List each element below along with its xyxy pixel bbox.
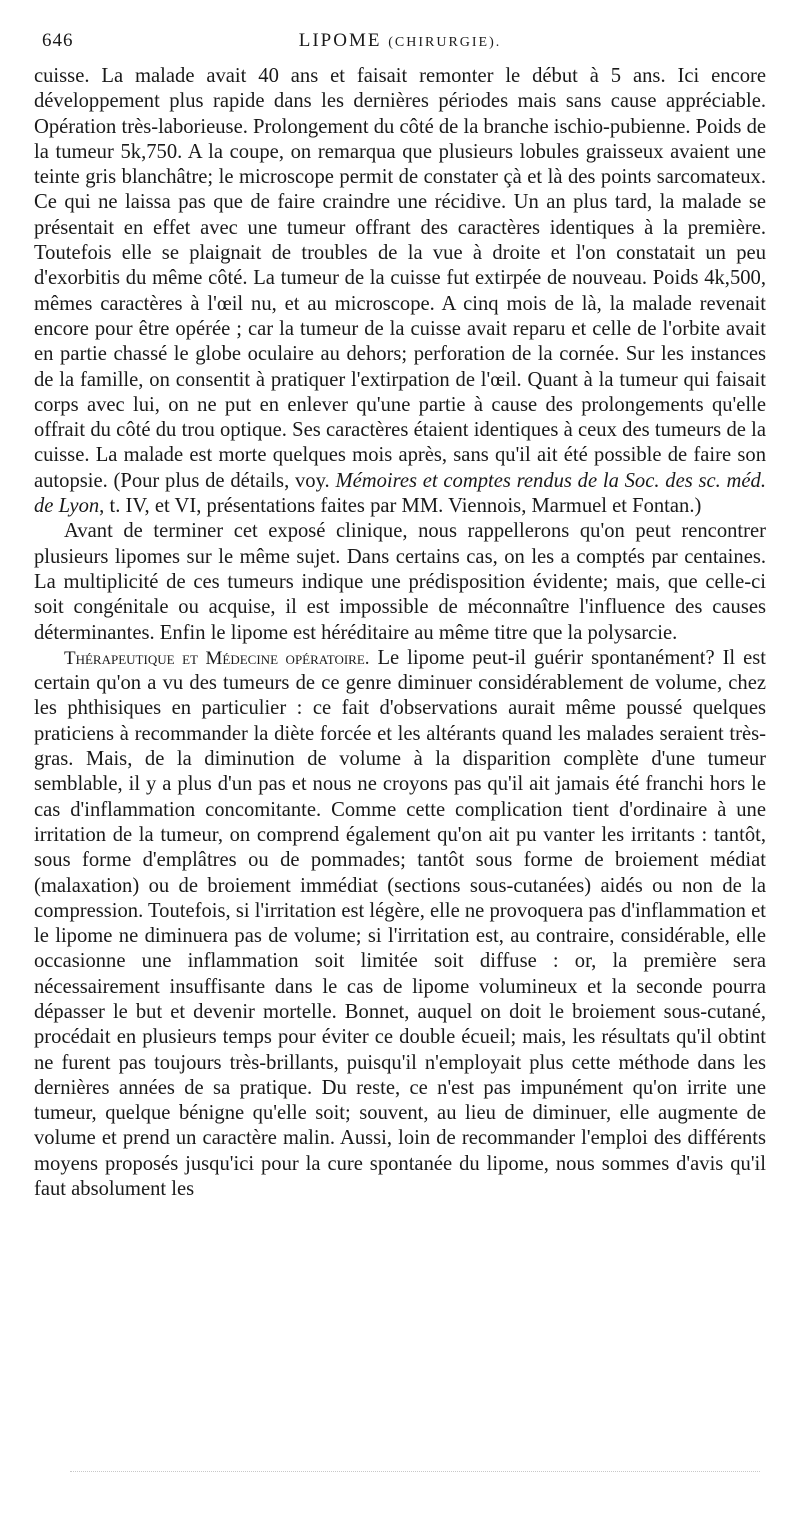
book-page [34,30,766,1202]
paragraph-therapeutics-body: Le lipome peut-il guérir spontanément? Il est certain qu'on a vu des tumeurs de ce genre diminuer considérablement de volume, chez les phthisiques en particulier : ce fait d'observations aurait même poussé quelques praticiens à recommander la diète forcée et les altérants quand les malades seraient très-gras. Mais, de la diminution de volume à la disparition complète d'une tumeur semblable, il y a plus d'un pas et nous ne croyons pas qu'il ait jamais été franchi hors le cas d'inflammation concomitante. Comme cette complication tient d'ordinaire à une irritation de la tumeur, on comprend également qu'on ait pu vanter les irritants : tantôt, sous forme d'emplâtres ou de pommades; tantôt sous forme de broiement médiat (malaxation) ou de broiement immédiat (sections sous-cutanées) aidés ou non de la compression. Toutefois, si l'irritation est légère, elle ne provoquera pas d'inflammation et le lipome ne diminuera pas de volume; si l'irritation est, au contraire, considérable, elle occasionne une inflammation soit limitée soit diffuse : or, la première sera nécessairement insuffisante dans le cas de lipome volumineux et la seconde pourra dépasser le but et devenir mortelle. Bonnet, auquel on doit le broiement sous-cutané, procédait en plusieurs temps pour éviter ce double écueil; mais, les résultats qu'il obtint ne furent pas toujours très-brillants, puisqu'il n'employait plus cette méthode dans les dernières années de sa pratique. Du reste, ce n'est pas impunément qu'on irrite une tumeur, quelque bénigne qu'elle soit; souvent, au lieu de diminuer, elle augmente de volume et prend un caractère malin. Aussi, loin de recommander l'emploi des différents moyens proposés jusqu'ici pour la cure spontanée du lipome, nous sommes d'avis qu'il faut absolument les [34,646,766,1201]
footer-rule [70,1471,760,1472]
paragraph-case-report [34,64,766,519]
running-head [34,30,766,64]
section-heading: Thérapeutique et Médecine opératoire. [64,647,370,669]
paragraph-case-report-text-a: cuisse. La malade avait 40 ans et faisait remonter le début à 5 ans. Ici encore développement plus rapide dans les dernières périodes mais sans cause appréciable. Opération très-laborieuse. Prolongement du côté de la branche ischio-pubienne. Poids de la tumeur 5k,750. A la coupe, on remarqua que plusieurs lobules graisseux avaient une teinte gris blanchâtre; le microscope permit de constater çà et là des points sarcomateux. Ce qui ne laissa pas que de faire craindre une récidive. Un an plus tard, la malade se présentait en effet avec une tumeur offrant des caractères identiques à la première. Toutefois elle se plaignait de troubles de la vue à droite et l'on constatait un peu d'exorbitis du même côté. La tumeur de la cuisse fut extirpée de nouveau. Poids 4k,500, mêmes caractères à l'œil nu, et au microscope. A cinq mois de là, la malade revenait encore pour être opérée ; car la tumeur de la cuisse avait reparu et celle de l'orbite avait en partie chassé le globe oculaire au dehors; perforation de la cornée. Sur les instances de la famille, on consentit à pratiquer l'extirpation de l'œil. Quant à la tumeur qui faisait corps avec lui, on ne put en enlever qu'une partie à cause des prolongements qu'elle offrait du côté du trou optique. Ses caractères étaient identiques à ceux des tumeurs de la cuisse. La malade est morte quelques mois après, sans qu'il ait été possible de faire son autopsie. (Pour plus de détails, voy. [34,65,767,492]
paragraph-case-report-text-b: , t. IV, et VI, présentations faites par MM. Viennois, Marmuel et Fontan.) [99,495,702,518]
title-sub: (CHIRURGIE). [388,35,502,50]
citation-title: Mémoires et comptes rendus de la Soc. des sc. méd. de Lyon [34,469,766,518]
title-main: LIPOME [298,30,382,51]
page-title [34,30,766,52]
paragraph-therapeutics [34,646,766,1203]
paragraph-multiple-lipomas: Avant de terminer cet exposé clinique, nous rappellerons qu'on peut rencontrer plusieurs lipomes sur le même sujet. Dans certains cas, on les a comptés par centaines. La multiplicité de ces tumeurs indique une prédisposition évidente; mais, que celle-ci soit congénitale ou acquise, il est impossible de méconnaître l'influence des causes déterminantes. Enfin le lipome est héréditaire au même titre que la polysarcie. [34,520,766,644]
page-number: 646 [42,30,74,51]
